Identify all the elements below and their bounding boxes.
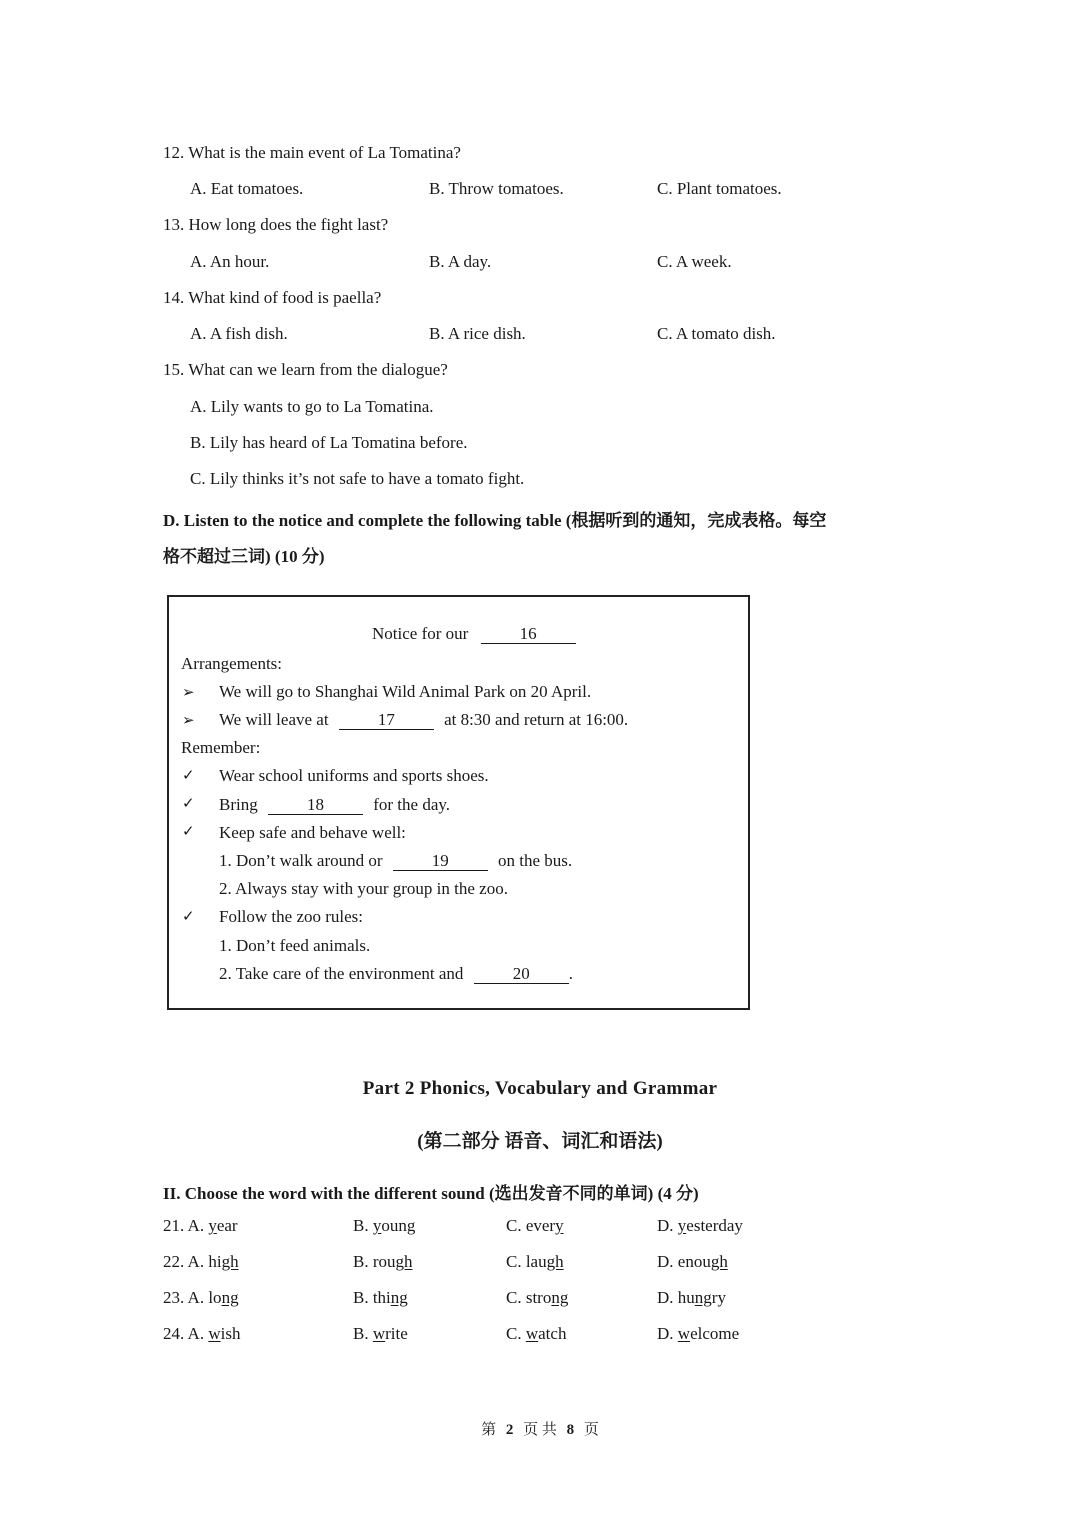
remember-3-sub-1-prefix: 1. Don’t walk around or: [219, 851, 383, 870]
phonics-option[interactable]: [506, 1288, 568, 1308]
question-12-stem: 12. What is the main event of La Tomatina?: [163, 143, 461, 162]
arrow-bullet-icon: ➢: [182, 711, 195, 729]
remember-4-sub-2-suffix: .: [568, 964, 573, 983]
word-part: C.: [506, 1324, 526, 1343]
word-part: rite: [385, 1324, 408, 1343]
question-15-option-b[interactable]: B. Lily has heard of La Tomatina before.: [190, 433, 468, 452]
word-part: elcome: [690, 1324, 740, 1343]
underlined-letters: gh: [395, 1252, 413, 1271]
underlined-letters: ng: [390, 1288, 408, 1307]
remember-3-sub-1: [219, 851, 572, 871]
arrow-bullet-icon: ➢: [182, 683, 195, 701]
remember-4-sub-2: [219, 964, 573, 984]
check-icon: ✓: [182, 907, 195, 925]
word-part: oung: [381, 1216, 416, 1235]
phonics-option[interactable]: [353, 1216, 415, 1236]
question-13-option-b[interactable]: B. A day.: [429, 252, 492, 271]
word-part: B. rou: [353, 1252, 396, 1271]
blank-20[interactable]: 20: [474, 965, 569, 984]
underlined-letters: y: [677, 1216, 687, 1235]
word-part: esterday: [686, 1216, 743, 1235]
blank-18[interactable]: 18: [268, 796, 363, 815]
word-part: 24. A.: [163, 1324, 209, 1343]
phonics-option[interactable]: [657, 1216, 743, 1236]
question-13-option-c[interactable]: C. A week.: [657, 252, 732, 271]
check-icon: ✓: [182, 794, 195, 812]
phonics-option[interactable]: [506, 1324, 566, 1344]
blank-17[interactable]: 17: [339, 711, 434, 730]
word-part: B. thi: [353, 1288, 391, 1307]
underlined-letters: y: [372, 1216, 382, 1235]
phonics-option[interactable]: [353, 1252, 413, 1272]
notice-title: [372, 624, 576, 644]
check-icon: ✓: [182, 822, 195, 840]
footer-page-number: 2: [505, 1422, 514, 1438]
word-part: D. hu: [657, 1288, 695, 1307]
question-14-option-a[interactable]: A. A fish dish.: [190, 324, 288, 343]
phonics-option[interactable]: [163, 1288, 239, 1308]
word-part: ish: [220, 1324, 241, 1343]
blank-16[interactable]: 16: [481, 625, 576, 644]
faint-watermark: [880, 1440, 1040, 1500]
footer-total-pages: 8: [566, 1422, 575, 1438]
remember-2: [219, 795, 450, 815]
page-footer: [0, 1418, 1080, 1439]
question-13-option-a[interactable]: A. An hour.: [190, 252, 270, 271]
underlined-letters: y: [208, 1216, 217, 1235]
part-2-subtitle: (第二部分 语音、词汇和语法): [417, 1131, 663, 1152]
notice-table: [167, 595, 750, 1010]
underlined-letters: w: [525, 1324, 539, 1343]
phonics-option[interactable]: [353, 1324, 408, 1344]
underlined-letters: gh: [221, 1252, 239, 1271]
underlined-letters: gh: [710, 1252, 728, 1271]
underlined-letters: w: [677, 1324, 691, 1343]
phonics-option[interactable]: [657, 1288, 726, 1308]
phonics-option[interactable]: [163, 1216, 238, 1236]
arrangement-2-suffix: at 8:30 and return at 16:00.: [444, 710, 629, 729]
check-icon: ✓: [182, 766, 195, 784]
phonics-option[interactable]: [506, 1216, 564, 1236]
question-14-stem: 14. What kind of food is paella?: [163, 288, 382, 307]
remember-1: Wear school uniforms and sports shoes.: [219, 766, 489, 785]
phonics-option[interactable]: [163, 1252, 239, 1272]
word-part: B.: [353, 1324, 373, 1343]
underlined-letters: w: [372, 1324, 386, 1343]
question-12-option-b[interactable]: B. Throw tomatoes.: [429, 179, 564, 198]
question-14-option-c[interactable]: C. A tomato dish.: [657, 324, 776, 343]
word-part: D.: [657, 1324, 678, 1343]
phonics-option[interactable]: [163, 1324, 240, 1344]
word-part: 22. A. hi: [163, 1252, 222, 1271]
question-14-option-b[interactable]: B. A rice dish.: [429, 324, 526, 343]
remember-3-sub-2: 2. Always stay with your group in the zoo.: [219, 879, 508, 898]
footer-suffix: 页: [583, 1422, 599, 1438]
blank-19[interactable]: 19: [393, 852, 488, 871]
section-d-heading-line1: D. Listen to the notice and complete the following table (根据听到的通知，完成表格。每空: [163, 511, 827, 530]
remember-4-sub-1: 1. Don’t feed animals.: [219, 936, 371, 955]
underlined-letters: y: [555, 1216, 564, 1235]
word-part: D. enou: [657, 1252, 711, 1271]
question-13-stem: 13. How long does the fight last?: [163, 215, 389, 234]
notice-title-text: Notice for our: [372, 624, 469, 643]
underlined-letters: ng: [221, 1288, 239, 1307]
arrangement-1: We will go to Shanghai Wild Animal Park on 20 April.: [219, 682, 592, 701]
section-ii-heading: II. Choose the word with the different sound (选出发音不同的单词) (4 分): [163, 1184, 699, 1203]
question-15-option-c[interactable]: C. Lily thinks it’s not safe to have a tomato fight.: [190, 469, 525, 488]
phonics-option[interactable]: [657, 1252, 728, 1272]
word-part: C. lau: [506, 1252, 547, 1271]
word-part: ear: [216, 1216, 238, 1235]
word-part: D.: [657, 1216, 678, 1235]
word-part: 23. A. lo: [163, 1288, 222, 1307]
footer-prefix: 第: [481, 1422, 497, 1438]
question-15-option-a[interactable]: A. Lily wants to go to La Tomatina.: [190, 397, 434, 416]
phonics-option[interactable]: [353, 1288, 408, 1308]
underlined-letters: ng: [551, 1288, 569, 1307]
underlined-letters: w: [208, 1324, 221, 1343]
question-15-stem: 15. What can we learn from the dialogue?: [163, 360, 448, 379]
word-part: B.: [353, 1216, 373, 1235]
word-part: C. ever: [506, 1216, 556, 1235]
footer-middle: 页 共: [523, 1422, 557, 1438]
word-part: C. stro: [506, 1288, 552, 1307]
remember-3-sub-1-suffix: on the bus.: [498, 851, 573, 870]
question-12-option-a[interactable]: A. Eat tomatoes.: [190, 179, 304, 198]
remember-3: Keep safe and behave well:: [219, 823, 406, 842]
remember-label: Remember:: [181, 738, 261, 757]
word-part: atch: [538, 1324, 567, 1343]
remember-4-sub-2-prefix: 2. Take care of the environment and: [219, 964, 464, 983]
part-2-title: Part 2 Phonics, Vocabulary and Grammar: [362, 1078, 718, 1099]
remember-4: Follow the zoo rules:: [219, 907, 364, 926]
arrangements-label: Arrangements:: [181, 654, 283, 673]
underlined-letters: gh: [546, 1252, 564, 1271]
question-12-option-c[interactable]: C. Plant tomatoes.: [657, 179, 782, 198]
phonics-option[interactable]: [657, 1324, 739, 1344]
word-part: ry: [711, 1288, 726, 1307]
arrangement-2: [219, 710, 628, 730]
underlined-letters: ng: [694, 1288, 712, 1307]
phonics-option[interactable]: [506, 1252, 564, 1272]
remember-2-suffix: for the day.: [373, 795, 451, 814]
arrangement-2-prefix: We will leave at: [219, 710, 329, 729]
remember-2-prefix: Bring: [219, 795, 258, 814]
section-d-heading-line2: 格不超过三词) (10 分): [163, 547, 325, 566]
word-part: 21. A.: [163, 1216, 209, 1235]
